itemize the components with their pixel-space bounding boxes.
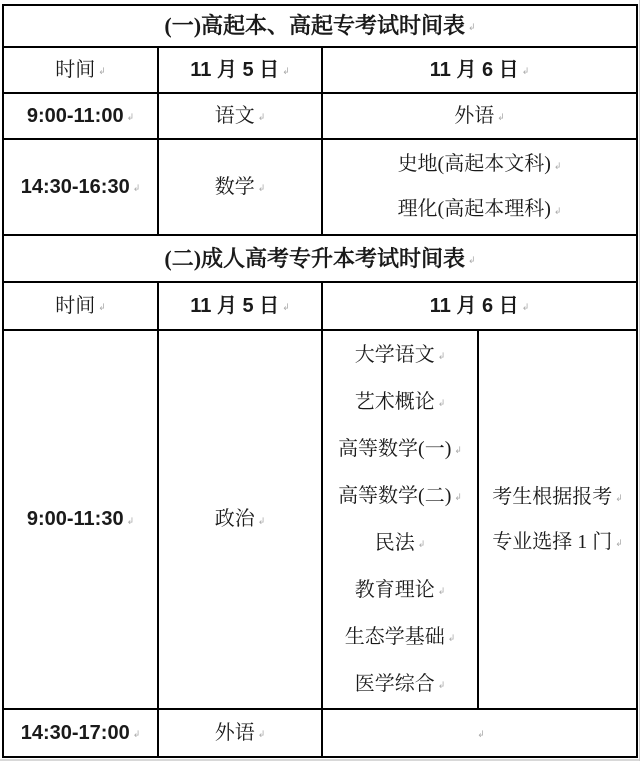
table2-afternoon-nov5: 外语 ↲ (159, 710, 323, 756)
exam-schedule-table (2, 4, 638, 758)
subject-line: 民法 ↲ (375, 520, 426, 567)
table1-r2-nov5: 数学 ↲ (159, 140, 323, 236)
table1-r1-time: 9:00-11:00 ↲ (4, 94, 159, 140)
cell-line: 理化(高起本理科) ↲ (398, 187, 562, 232)
table2-morning-time: 9:00-11:30 ↲ (4, 331, 159, 710)
table1-r2-nov6 (323, 140, 636, 236)
subject-line: 高等数学(二) ↲ (338, 473, 462, 520)
table1-r1-nov6: 外语 ↲ (323, 94, 636, 140)
cell-line: 史地(高起本文科) ↲ (398, 142, 562, 187)
table2-title: (二)成人高考专升本考试时间表 ↲ (4, 236, 636, 283)
subject-line: 大学语文 ↲ (355, 332, 446, 379)
subject-line: 高等数学(一) ↲ (338, 426, 462, 473)
note-line: 考生根据报考 ↲ (492, 475, 623, 520)
table2-header-nov5: 11 月 5 日 ↲ (159, 283, 323, 331)
note-line: 专业选择 1 门 ↲ (492, 520, 623, 565)
subject-line: 生态学基础 ↲ (345, 614, 456, 661)
subject-line: 教育理论 ↲ (355, 567, 446, 614)
table2-header-nov6: 11 月 6 日 ↲ (323, 283, 636, 331)
table2-header-time: 时间 ↲ (4, 283, 159, 331)
subject-line: 艺术概论 ↲ (355, 379, 446, 426)
table1-r1-nov5: 语文 ↲ (159, 94, 323, 140)
table1-title: (一)高起本、高起专考试时间表 ↲ (4, 6, 636, 48)
table2-afternoon-time: 14:30-17:00 ↲ (4, 710, 159, 756)
table1-r2-time: 14:30-16:30 ↲ (4, 140, 159, 236)
table1-header-time: 时间 ↲ (4, 48, 159, 94)
table1-header-nov5: 11 月 5 日 ↲ (159, 48, 323, 94)
table2-morning-note (479, 331, 636, 710)
table2-afternoon-nov6 (323, 710, 636, 756)
table2-morning-subjects (323, 331, 479, 710)
table1-header-nov6: 11 月 6 日 ↲ (323, 48, 636, 94)
table2-morning-nov5: 政治 ↲ (159, 331, 323, 710)
subject-line: 医学综合 ↲ (355, 661, 446, 708)
